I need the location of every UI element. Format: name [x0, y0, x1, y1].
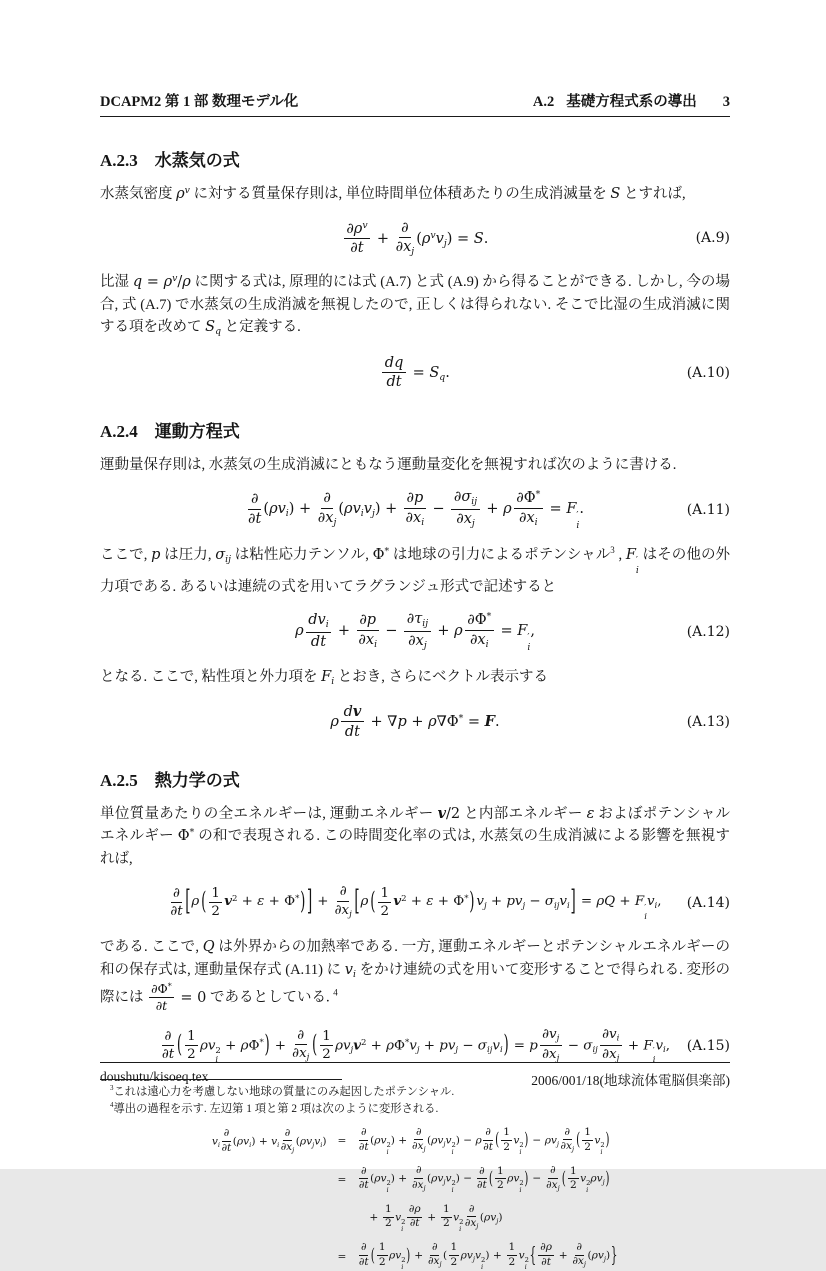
equation-tag: (A.9) [695, 230, 730, 247]
section-heading [100, 417, 730, 442]
fneq-relation: = [337, 1135, 347, 1148]
header-section-number: A.2 [532, 94, 555, 110]
display-equation [100, 611, 730, 652]
inline-math: p [151, 546, 161, 563]
fneq-rhs: $\frac{\partial}{\partial t}$ ( $\frac{1}{2}$ ρv 2 i ) + $\frac{\partial}{\partial x_j}$ ( $\frac{1}{2}$ $\rho v_jv$ 2 i ) + $\frac{1}{2}$ v 2 i { $\frac{\partial\rho}{\partial t}$ + $\frac{\partial}{\partial x_j}$ $(\rho v_j)$} [358, 1240, 618, 1271]
section-number: A.2.4 [100, 421, 138, 441]
section-number: A.2.5 [100, 770, 138, 790]
fneq-rhs: $\frac{\partial}{\partial t}$ (ρv 2 i ) + $\frac{\partial}{\partial x_j}$ ($\rho v_jv$ 2 i ) − ρ $\frac{\partial}{\partial t}$ ( $\frac{1}{2}$ v 2 i ) − $\rho v_j$ $\frac{\partial}{\partial x_j}$ ( $\frac{1}{2}$ v 2 i ) [358, 1125, 610, 1157]
equation-math: $\frac{\partial}{\partial t}$ [ρ ( $\frac{1}{2}$ $v^2 + \varepsilon + \Phi^*$) ] + $\frac{\partial}{\partial x_j}$ [ρ ( $\frac{1}{2}$ $v^2 + \varepsilon + \Phi^*$) $v_j + pv_j - \sigma_{ij}v_i] = \rho Q + F$ ′ i $v_i$, [170, 884, 662, 923]
display-equation [100, 883, 730, 923]
display-equation [100, 1026, 730, 1066]
footer-date-credit: 2006/001/18(地球流体電脳倶楽部) [531, 1073, 730, 1088]
equation-math: ρ $\frac{dv_i}{dt}$ + $\frac{\partial p}{\partial x_i}$ − $\frac{\partial\tau_{ij}}{\partial x_j}$ + ρ $\frac{\partial\Phi^*}{\partial x_i}$ = F ′ i , [295, 611, 535, 653]
page-header [100, 90, 730, 117]
body-paragraph: 単位質量あたりの全エネルギーは, 運動エネルギー v/2 と内部エネルギー ε およぼポテンシャルエネルギー Φ* の和で表現される. この時間変化率の式は, 水蒸気の生成消滅による影響を無視すれば, [100, 804, 731, 867]
equation-tag: (A.11) [686, 501, 730, 518]
section-title: 運動方程式 [154, 421, 240, 441]
display-equation [100, 353, 730, 393]
display-equation [100, 702, 730, 742]
body-paragraph: ここで, p は圧力, $\sigma_{ij}$ は粘性応力テンソル, Φ* は地球の引力によるポテンシャル$^3$ , F ′ i はその他の外力項である. あるいは連続の式を用いてラグランジュ形式で記述すると [100, 544, 731, 595]
fneq-relation: = [337, 1173, 347, 1186]
body-paragraph: となる. ここで, 粘性項と外力項を $F_i$ とおき, さらにベクトル表示する [100, 668, 549, 687]
inline-math: $\frac{\partial\Phi^*}{\partial t}$ = 0 [147, 990, 206, 1006]
equation-math: $\frac{\partial}{\partial t}$ ( $\frac{1}{2}$ ρv 2 i + ρΦ*) + $\frac{\partial}{\partial x_j}$ ( $\frac{1}{2}$ $\rho v_jv^2 + \rho\Phi^*v_j + pv_j - \sigma_{ij}v_i) = p$ $\frac{\partial v_j}{\partial x_j}$ − $\sigma_{ij}$ $\frac{\partial v_i}{\partial x_j}$ + F ′ i $v_i$, [161, 1026, 671, 1066]
inline-math: $q = \rho^v/\rho$ [132, 273, 191, 291]
fneq-rhs: $\frac{\partial}{\partial t}$ (ρv 2 i ) + $\frac{\partial}{\partial x_j}$ ($\rho v_jv$ 2 i ) − $\frac{\partial}{\partial t}$ ( $\frac{1}{2}$ ρv 2 i ) − $\frac{\partial}{\partial x_j}$ ( $\frac{1}{2}$ v 2 i $\rho v_j$) [358, 1164, 610, 1195]
footnote-marker: 4 [110, 1101, 114, 1110]
header-page-number: 3 [722, 94, 730, 110]
equation-tag: (A.13) [686, 713, 730, 730]
section-title: 水蒸気の式 [154, 151, 240, 170]
inline-math: $\sigma_{ij}$ [215, 546, 231, 565]
header-right [533, 90, 730, 111]
section-number: A.2.3 [100, 151, 138, 170]
equation-tag: (A.15) [686, 1038, 730, 1054]
section-heading [100, 146, 730, 171]
section-heading [100, 766, 730, 791]
body-paragraph: である. ここで, Q は外界からの加熱率である. 一方, 運動エネルギーとポテンシャルエネルギーの和の保存式は, 運動量保存式 (A.11) に $v_i$ をかけ連続の式を用いて変形することで得られる. 変形の際には $\frac{\partial\Phi^*}{\partial t}$ = 0 であるとしている. $^4$ [100, 939, 730, 1014]
inline-math: F ′ i [625, 546, 639, 577]
body-paragraph: 運動量保存則は, 水蒸気の生成消滅にともなう運動量変化を無視すれば次のように書ける. [100, 456, 677, 473]
body-paragraph: 水蒸気密度 $\rho^v$ に対する質量保存則は, 単位時間単位体積あたりの生成消滅量を S とすれば, [100, 185, 686, 202]
inline-math: $S_q$ [205, 319, 221, 338]
body-paragraph: 比湿 $q = \rho^v/\rho$ に関する式は, 原理的には式 (A.7) と式 (A.9) から得ることができる. しかし, 今の場合, 式 (A.7) で水蒸気の生成消滅を無視したので, 正しくは得られない. そこで比湿の生成消滅に関する項を改めて $S_q$ と定義する. [100, 273, 730, 338]
equation-math: $\frac{\partial}{\partial t}$ $(\rho v_i)$ + $\frac{\partial}{\partial x_j}$ $(\rho v_iv_j)$ + $\frac{\partial p}{\partial x_i}$ − $\frac{\partial\sigma_{ij}}{\partial x_j}$ + ρ $\frac{\partial\Phi^*}{\partial x_i}$ = F ′ i . [248, 489, 584, 531]
inline-math: $\rho^v$ [176, 185, 190, 202]
footer-file-path: doushutu/kisoeq.tex [100, 1069, 209, 1084]
inline-math: v/2 [437, 804, 461, 822]
inline-math: Q [202, 939, 215, 956]
section-title: 熱力学の式 [154, 770, 240, 790]
inline-math: ε [586, 805, 595, 822]
fneq-lhs: $v_i$ $\frac{\partial}{\partial t}$ $(\rho v_i) + v_i$ $\frac{\partial}{\partial x_j}$ $(\rho v_jv_i)$ [211, 1126, 327, 1155]
equation-tag: (A.14) [686, 895, 730, 912]
inline-math: S [610, 186, 621, 202]
display-equation [100, 489, 730, 530]
inline-math: Φ* [372, 545, 390, 563]
footnote-marker: 3 [110, 1084, 114, 1093]
inline-math: $v_i$ [344, 961, 356, 980]
footnote-marker: 3 [610, 544, 615, 555]
inline-math: Φ* [177, 827, 195, 845]
page-footer [100, 1062, 730, 1089]
footnote-marker: 4 [333, 987, 338, 998]
header-left-title: DCAPM2 第 1 部 数理モデル化 [100, 94, 299, 110]
equation-tag: (A.10) [686, 364, 730, 381]
document-body [100, 122, 730, 1271]
fneq-rhs: + $\frac{1}{2}$ v 2 i $\frac{\partial\rho}{\partial t}$ + $\frac{1}{2}$ v 2 i $\frac{\partial}{\partial x_j}$ $(\rho v_j)$ [369, 1202, 503, 1233]
equation-math: ρ $\frac{dv}{dt}$ + ∇p + ρ∇Φ* = F. [330, 703, 500, 740]
display-equation [100, 218, 730, 258]
equation-tag: (A.12) [686, 623, 730, 640]
fneq-relation: = [337, 1250, 347, 1263]
equation-math: $\frac{dq}{dt}$ = $S_q$. [380, 355, 450, 391]
footnote: $^3$これは遠心力を考慮しない地球の質量にのみ起因したポテンシャル. [110, 1084, 455, 1098]
footnote: $^4$導出の過程を示す. 左辺第 1 項と第 2 項は次のように変形される. [110, 1101, 439, 1116]
equation-math: $\frac{\partial\rho^v}{\partial t}$ + $\frac{\partial}{\partial x_j}$ $(\rho^vv_j) = S$. [342, 220, 489, 258]
header-section-title: 基礎方程式系の導出 [566, 94, 697, 110]
inline-math: $F_i$ [321, 668, 335, 687]
footnote-equations [100, 1127, 730, 1271]
